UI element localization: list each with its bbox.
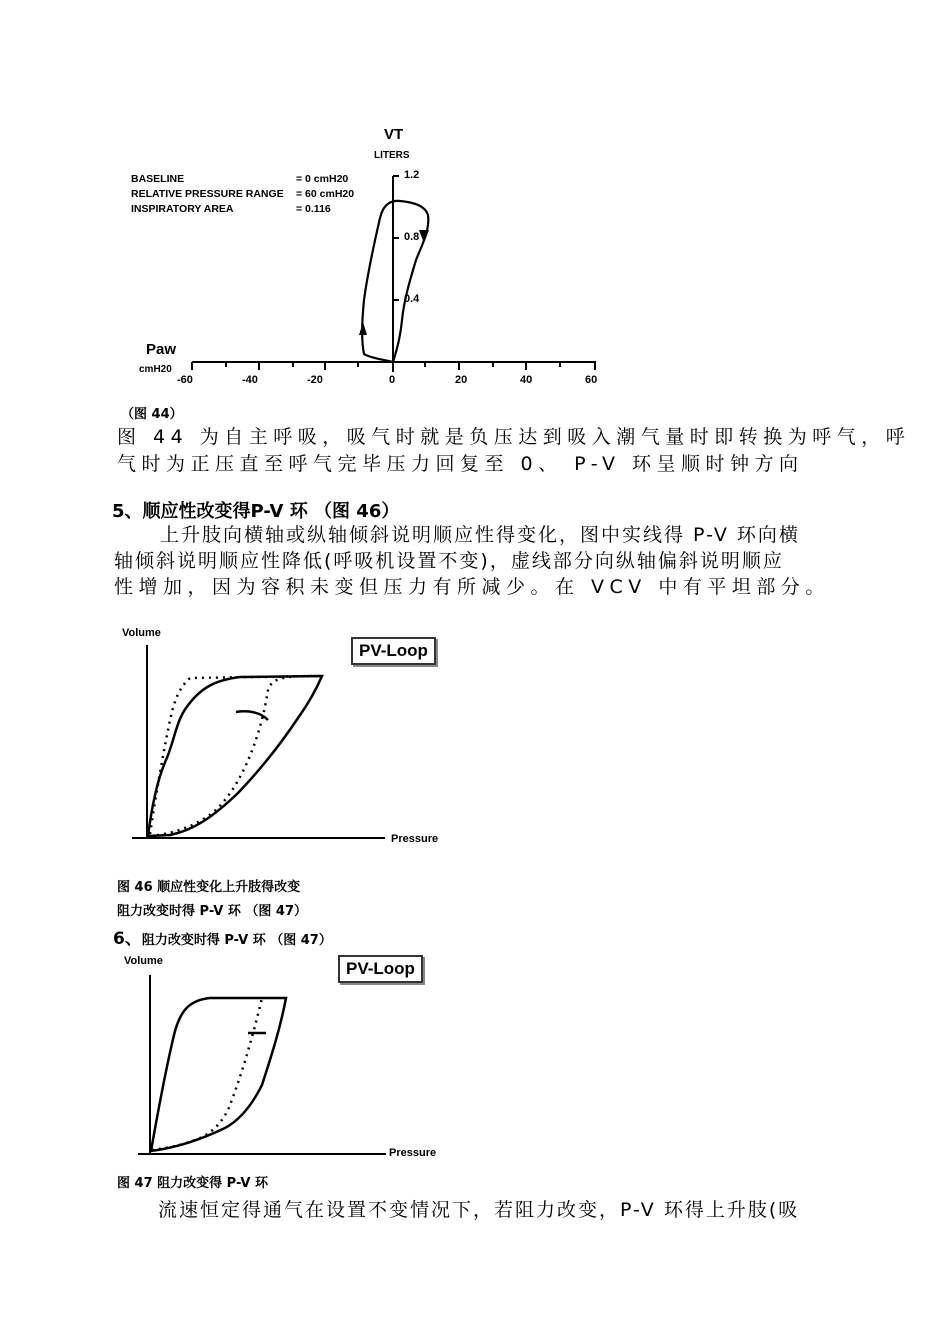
fig44-x-axis-unit: cmH20 [139,364,172,375]
fig46-x-label: Pressure [391,833,439,845]
fig44-y-axis-unit: LITERS [374,150,410,161]
fig44-y-tick: 0.8 [404,231,420,243]
legend-value: = 0.116 [296,203,331,215]
fig47-pv-loop-box: PV-Loop [338,955,423,983]
legend-label: INSPIRATORY AREA [131,203,234,215]
fig44-y-axis-title: VT [384,126,404,143]
fig44-x-tick: -60 [177,374,193,386]
fig44-y-tick: 1.2 [404,169,420,181]
fig47-x-label: Pressure [389,1147,437,1159]
fig44-caption: （图 44） [121,407,183,422]
fig44-x-tick: 20 [455,374,468,386]
fig44-x-tick: 60 [585,374,598,386]
paragraph-line: 流速恒定得通气在设置不变情况下，若阻力改变，P-V 环得上升肢(吸 [158,1199,800,1221]
legend-value: = 0 cmH20 [296,173,349,185]
fig46-y-label: Volume [122,627,161,639]
fig44-x-tick: 40 [520,374,533,386]
legend-label: RELATIVE PRESSURE RANGE [131,188,284,200]
fig46-caption: 阻力改变时得 P-V 环 （图 47） [117,904,308,919]
paragraph-line: 上升肢向横轴或纵轴倾斜说明顺应性得变化，图中实线得 P-V 环向横 [160,524,800,546]
paragraph-line: 性增加，因为容积未变但压力有所减少。在 VCV 中有平坦部分。 [114,576,830,598]
fig47-y-label: Volume [124,955,163,967]
section-5-heading: 5、顺应性改变得P-V 环 （图 46） [112,501,400,522]
section-6-number: 6、 [113,929,142,949]
fig46-pv-loop-box: PV-Loop [351,637,436,665]
paragraph-line: 气时为正压直至呼气完毕压力回复至 0、 P-V 环呈顺时钟方向 [117,453,804,475]
fig44-x-axis-title: Paw [146,341,177,358]
fig47-caption: 图 47 阻力改变得 P-V 环 [117,1176,269,1191]
fig47-dotted-loop [152,998,262,1150]
fig47-solid-loop [151,998,286,1151]
fig44-x-tick: 0 [389,374,396,386]
legend-value: = 60 cmH20 [296,188,355,200]
fig44-y-tick: 0.4 [404,293,420,305]
fig44-x-tick: -40 [242,374,258,386]
fig44-x-tick: -20 [307,374,323,386]
paragraph-line: 轴倾斜说明顺应性降低(呼吸机设置不变)，虚线部分向纵轴偏斜说明顺应 [114,550,784,572]
section-6-title: 阻力改变时得 P-V 环 （图 47） [141,933,332,948]
legend-label: BASELINE [131,173,185,185]
fig46-caption: 图 46 顺应性变化上升肢得改变 [117,880,301,895]
paragraph-line: 图 44 为自主呼吸，吸气时就是负压达到吸入潮气量时即转换为呼气，呼 [117,426,911,448]
